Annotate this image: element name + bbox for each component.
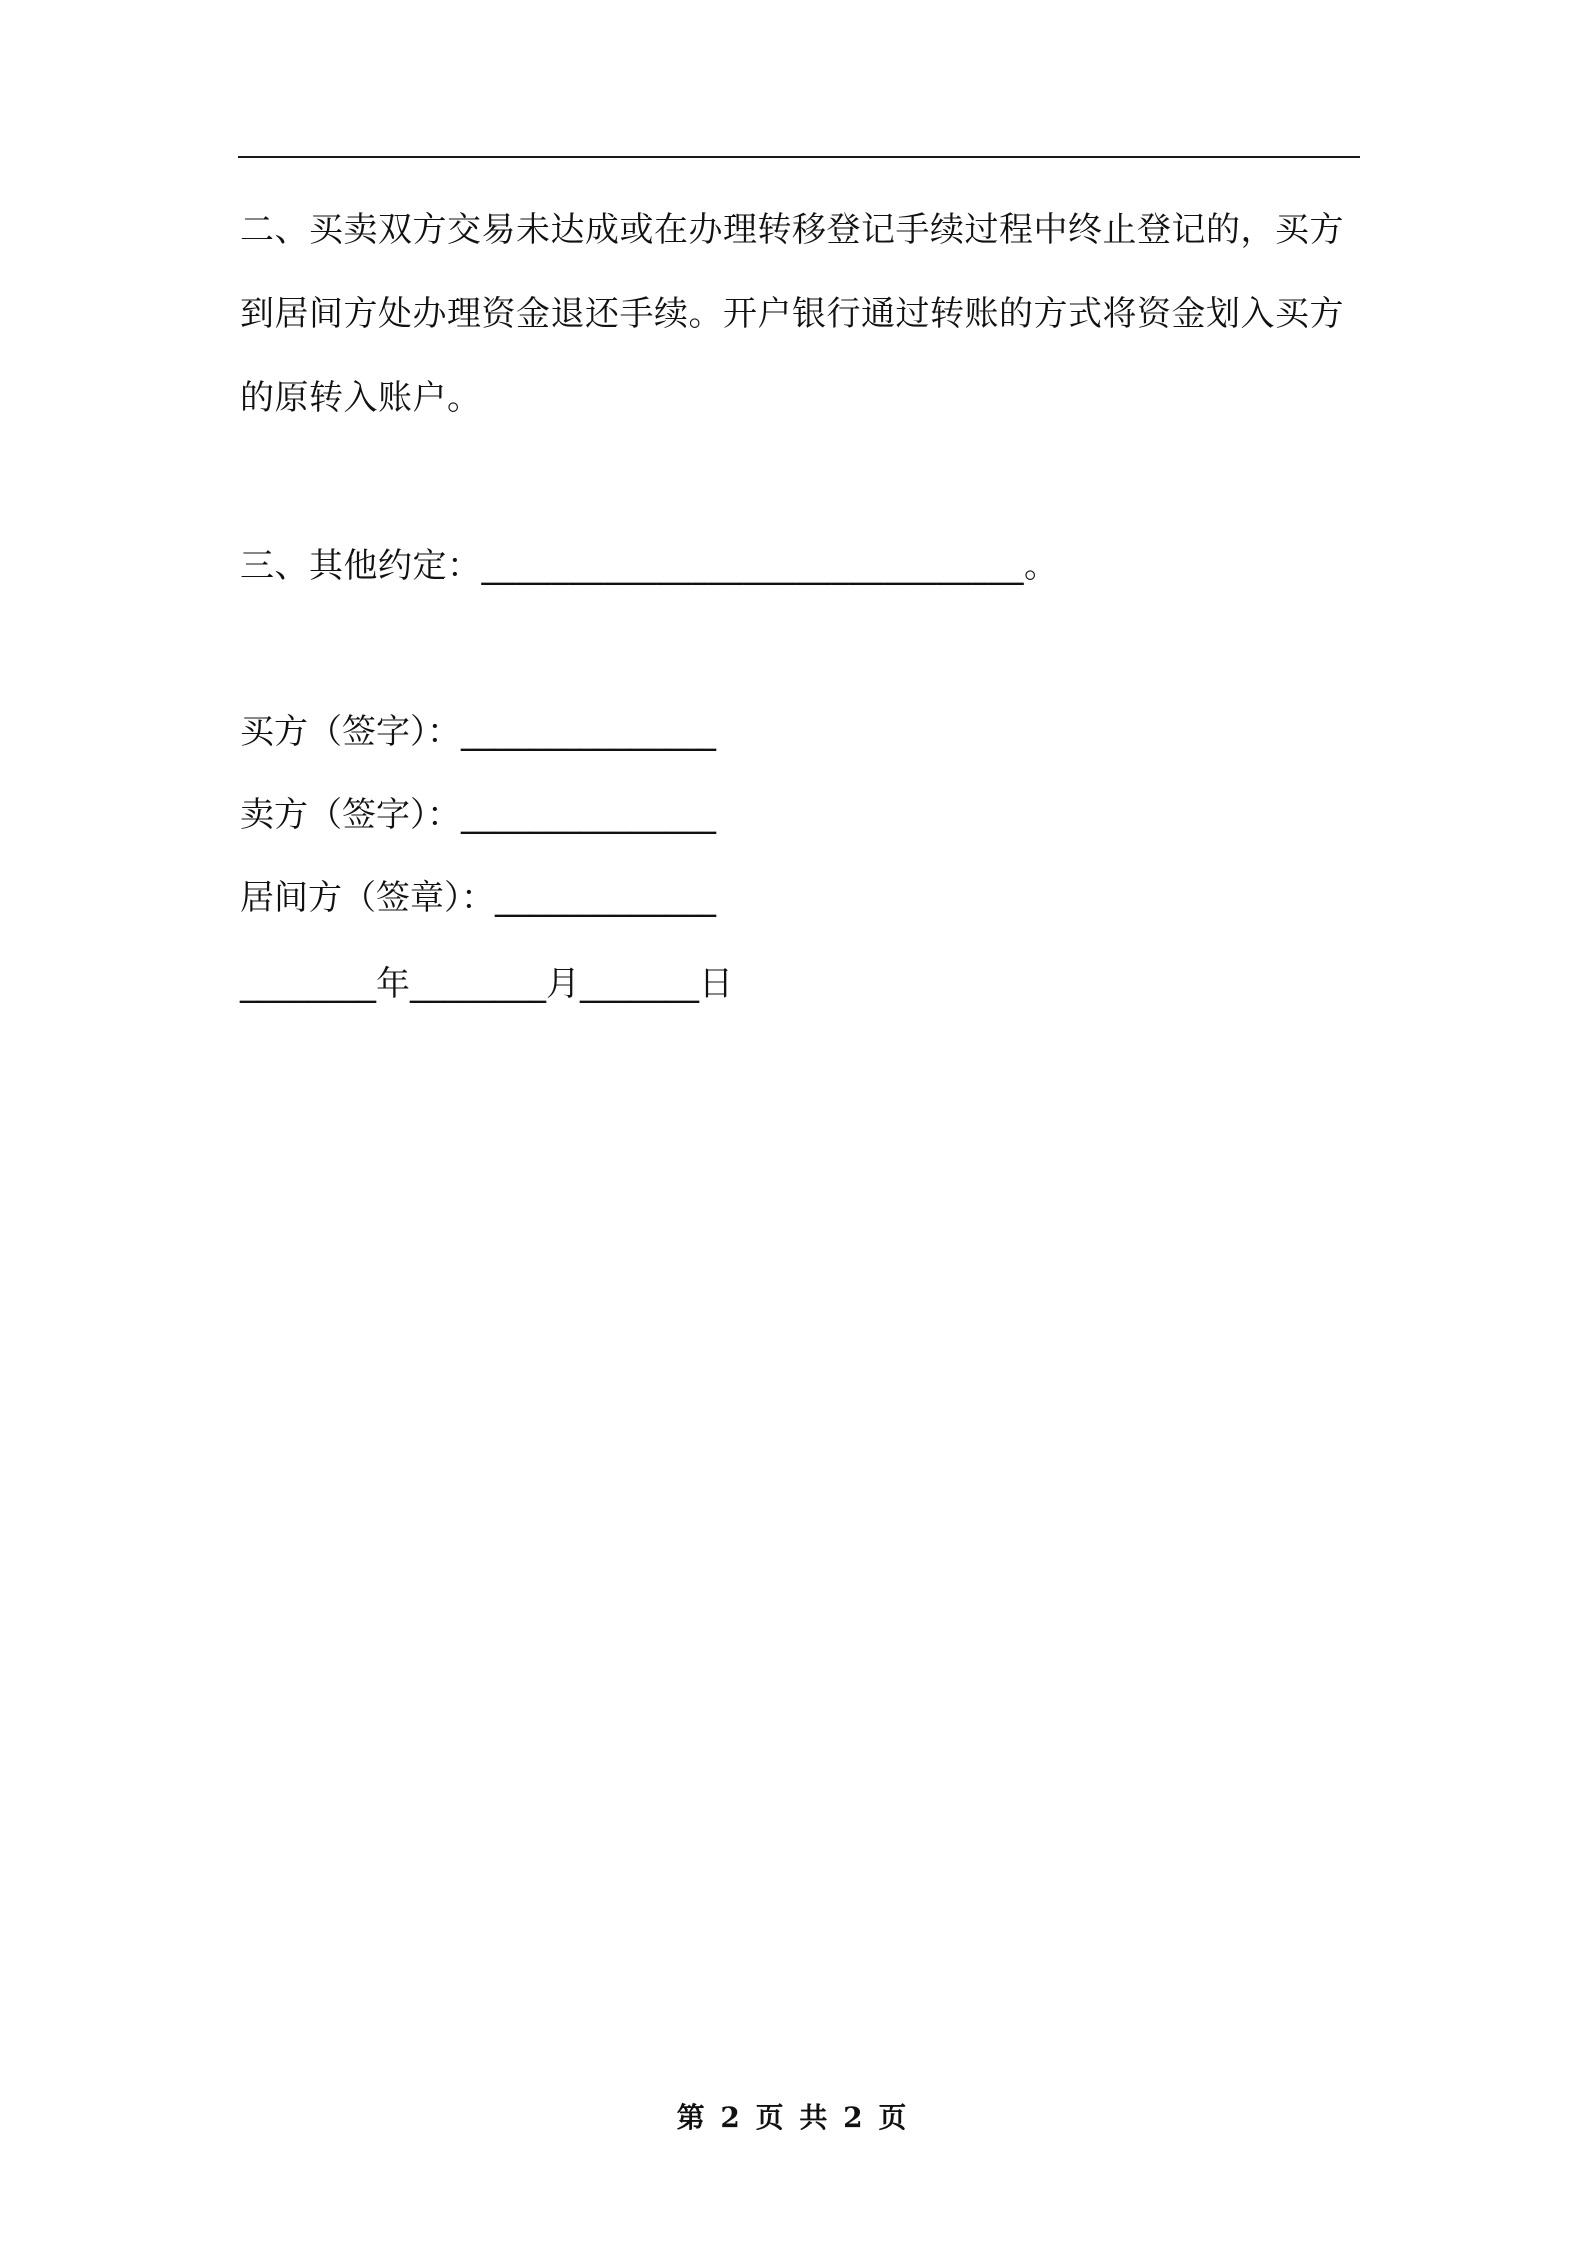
date-line: ________年________月_______日 xyxy=(240,964,733,1004)
header-divider xyxy=(238,156,1360,158)
clause-two-paragraph: 二、买卖双方交易未达成或在办理转移登记手续过程中终止登记的，买方到居间方处办理资金退还手续。开户银行通过转账的方式将资金划入买方的原转入账户。 xyxy=(240,210,1344,418)
buyer-signature-line: 买方（签字）：_______________ xyxy=(240,712,716,752)
seller-signature-line: 卖方（签字）：_______________ xyxy=(240,795,716,835)
clause-three-other-terms: 三、其他约定：_______________________________。 xyxy=(240,546,1059,586)
agent-seal-line: 居间方（签章）：_____________ xyxy=(240,878,716,918)
page-number-footer: 第 2 页 共 2 页 xyxy=(676,2101,910,2134)
